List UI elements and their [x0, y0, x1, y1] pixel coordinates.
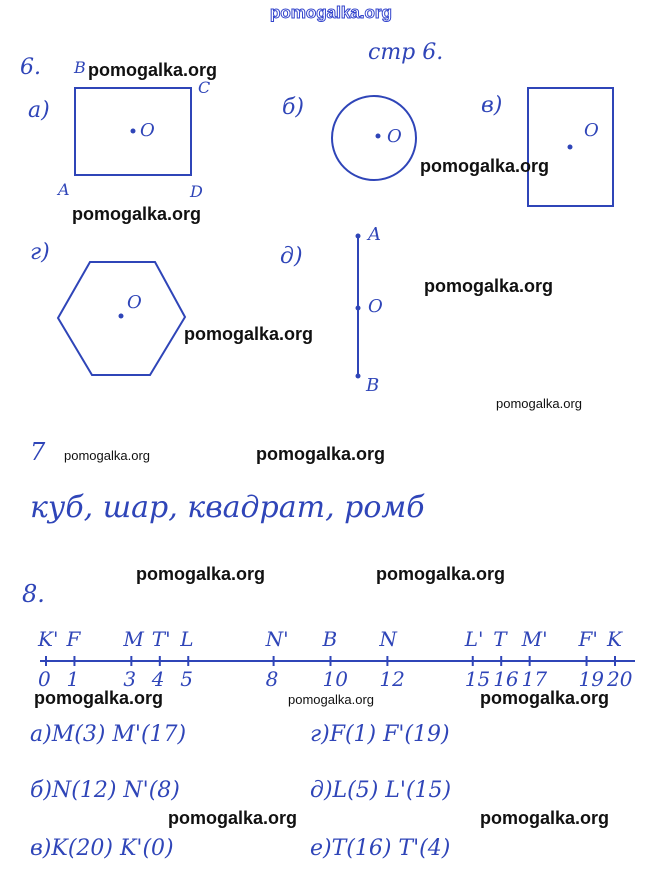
point-label: B: [322, 627, 338, 651]
hexagon-shape: [58, 262, 185, 375]
answer-a: а)M(3) M'(17): [30, 722, 187, 747]
watermark: pomogalka.org: [136, 564, 266, 584]
tick-label: 8: [265, 667, 279, 691]
point-label: K': [38, 627, 59, 651]
point-label: N: [379, 627, 397, 651]
watermark: pomogalka.org: [420, 156, 550, 176]
segment-label-b: B: [366, 375, 380, 396]
rect-label-a: A: [58, 180, 70, 199]
point-label: K: [607, 627, 622, 651]
watermark: pomogalka.org: [72, 204, 202, 224]
task7-number: 7: [30, 438, 46, 466]
watermark: pomogalka.org: [424, 276, 554, 296]
answer-e: е)T(16) T'(4): [310, 836, 451, 861]
point-label: T: [493, 627, 507, 651]
item-a-label: а): [28, 98, 50, 123]
point-label: F: [66, 627, 81, 651]
tick-label: 20: [607, 667, 633, 691]
tick-label: 3: [123, 667, 137, 691]
watermark: pomogalka.org: [376, 564, 506, 584]
tick-label: 4: [151, 667, 165, 691]
tick-label: 16: [493, 667, 519, 691]
answer-g: г)F(1) F'(19): [310, 722, 450, 747]
watermark: pomogalka.org: [184, 324, 314, 344]
tick-label: 1: [66, 667, 80, 691]
point-label: L': [464, 627, 484, 651]
tick-label: 15: [464, 667, 491, 691]
rect-label-b: B: [74, 58, 86, 77]
tick-label: 12: [379, 667, 405, 691]
watermark: pomogalka.org: [288, 692, 374, 707]
tick-label: 19: [578, 667, 604, 691]
answer-v: в)K(20) K'(0): [30, 836, 174, 861]
task6-number: 6.: [20, 55, 41, 80]
point-label: L: [180, 627, 194, 651]
answer-b: б)N(12) N'(8): [30, 778, 180, 803]
watermark: pomogalka.org: [480, 808, 610, 828]
item-b-label: б): [282, 95, 305, 120]
point-label: M: [123, 627, 144, 651]
point-label: N': [265, 627, 289, 651]
center-label-circle: O: [387, 126, 402, 147]
point-label: T': [151, 627, 171, 651]
task7-answer: куб, шар, квадрат, ромб: [30, 490, 425, 525]
circle-shape: [332, 96, 416, 180]
item-v-label: в): [481, 93, 503, 118]
segment-label-o: O: [368, 296, 383, 317]
answer-d: д)L(5) L'(15): [310, 778, 452, 803]
tick-label: 0: [38, 667, 51, 691]
rect-label-c: C: [198, 78, 211, 97]
item-g-label: г): [30, 240, 50, 265]
watermark: pomogalka.org: [496, 396, 582, 411]
watermark: pomogalka.org: [480, 688, 610, 708]
point-label: M': [521, 627, 548, 651]
center-label-vrect: O: [584, 120, 599, 141]
page-reference: стр 6.: [368, 40, 444, 65]
watermark: pomogalka.org: [34, 688, 164, 708]
watermark: pomogalka.org: [256, 444, 386, 464]
center-label-rect: O: [140, 120, 155, 141]
tick-label: 5: [180, 667, 193, 691]
watermark: pomogalka.org: [88, 60, 218, 80]
watermark-top: pomogalka.org: [270, 3, 392, 22]
point-label: F': [578, 627, 598, 651]
segment-label-a: A: [368, 224, 381, 245]
tick-label: 10: [322, 667, 348, 691]
item-d-label: д): [280, 244, 303, 269]
tick-label: 17: [521, 667, 548, 691]
watermark: pomogalka.org: [168, 808, 298, 828]
rect-label-d: D: [190, 182, 203, 201]
center-label-hexagon: O: [127, 292, 142, 313]
task8-number: 8.: [22, 580, 45, 608]
watermark: pomogalka.org: [64, 448, 150, 463]
